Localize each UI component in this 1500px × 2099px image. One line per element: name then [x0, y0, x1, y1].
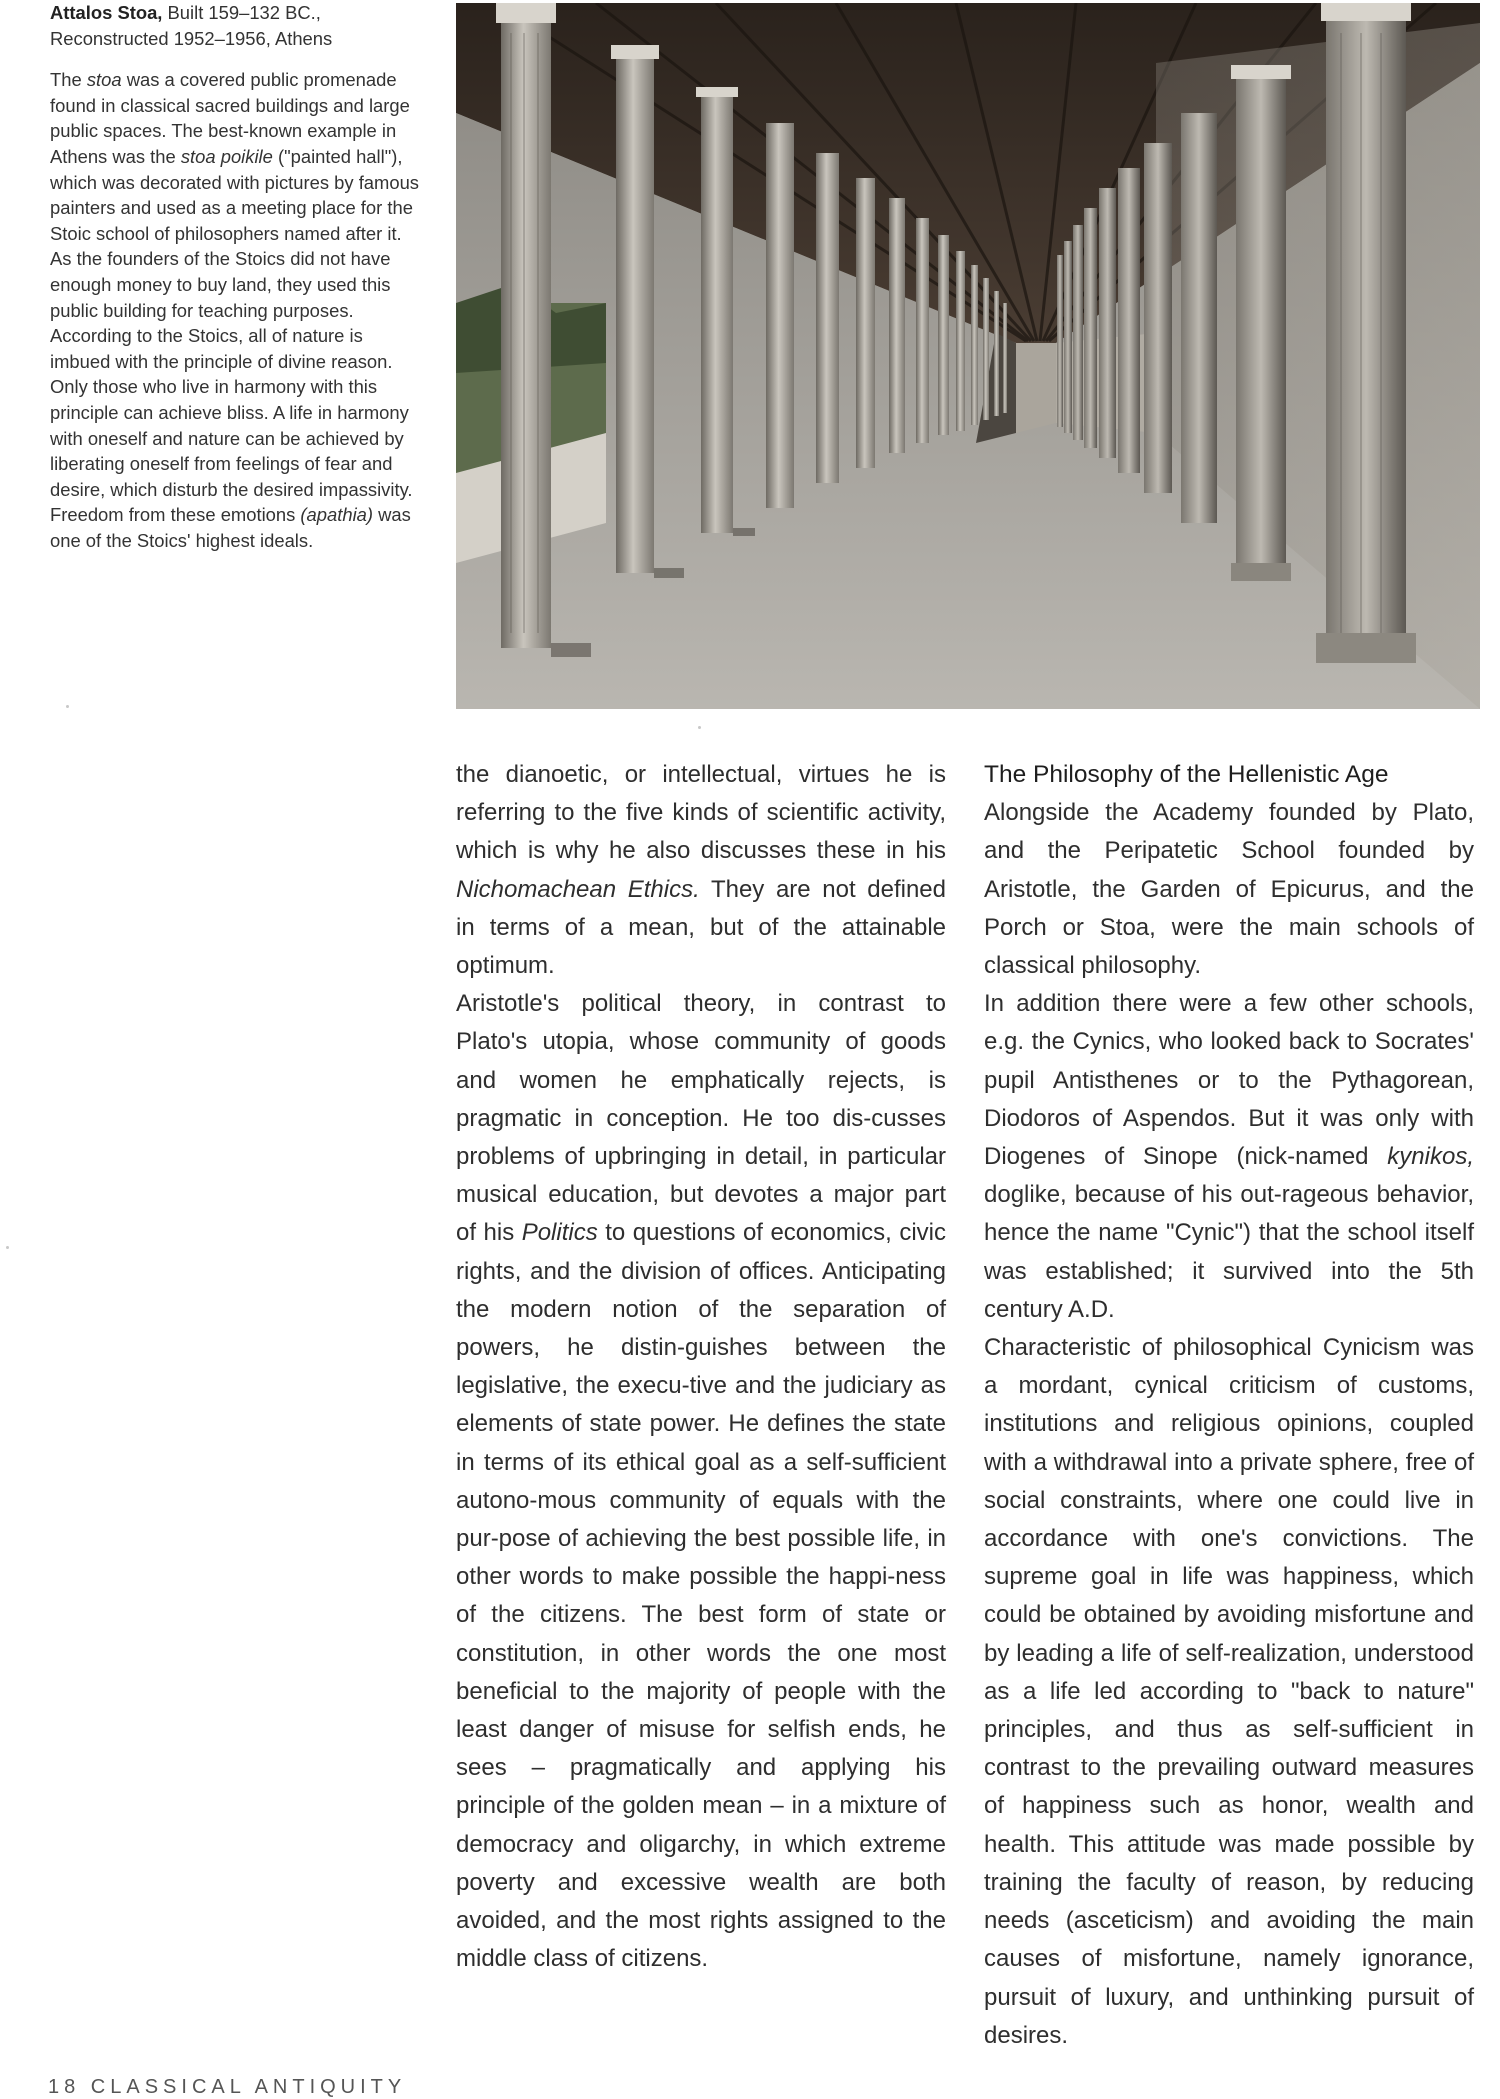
- italic-term: Nichomachean Ethics.: [456, 875, 700, 903]
- caption-reconstructed: Reconstructed 1952–1956, Athens: [50, 27, 333, 49]
- italic-term: kynikos,: [1387, 1143, 1474, 1171]
- italic-term: Politics: [521, 1219, 598, 1247]
- caption-title: Attalos Stoa,: [50, 2, 163, 23]
- body-column-right: [984, 756, 1474, 2055]
- stoa-photograph: [456, 3, 1480, 709]
- print-speck: [6, 1246, 9, 1249]
- italic-term: stoa poikile: [180, 145, 273, 167]
- stoa-colonnade-image: [456, 3, 1480, 709]
- body-right-paragraph-1: Alongside the Academy founded by Plato, and the Peripatetic School founded by Aristotle, the Garden of Epicurus, and the Porch or Stoa, were the main schools of classical philosophy.: [984, 799, 1474, 980]
- body-right-paragraph-2: In addition there were a few other schools, e.g. the Cynics, who looked back to Socrates' pupil Antisthenes or to the Pythagorean, Diodoros of Aspendos. But it was only with Diogenes of Sinope (nick-named kynikos, doglike, because of his out-rageous behavior, hence the name "Cynic") that the school itself was established; it survived into the 5th century A.D.: [984, 990, 1474, 1323]
- caption-built: Built 159–132 BC.,: [167, 2, 321, 23]
- body-column-left: [456, 756, 946, 1979]
- section-heading: The Philosophy of the Hellenistic Age: [984, 761, 1389, 788]
- photo-caption: [50, 0, 420, 553]
- caption-title-line: [50, 0, 420, 26]
- caption-paragraph-1: The stoa was a covered public promenade found in classical sacred buildings and large public spaces. The best-known example in Athens was the stoa poikile ("painted hall"), which was decorated with pictures by famous painters and used as a meeting place for the Stoic school of philosophers named after it. As the founders of the Stoics did not have enough money to buy land, they used this public building for teaching purposes.: [50, 69, 420, 321]
- running-footer: 18 CLASSICAL ANTIQUITY: [48, 2076, 407, 2098]
- italic-term: stoa: [86, 69, 122, 91]
- print-speck: [698, 726, 701, 729]
- body-left-paragraph-1: the dianoetic, or intellectual, virtues he is referring to the five kinds of scientific activity, which is why he also discusses these in his Nichomachean Ethics. They are not defined in terms of a mean, but of the attainable optimum.: [456, 761, 946, 980]
- body-right-paragraph-3: Characteristic of philosophical Cynicism was a mordant, cynical criticism of customs, institutions and religious opinions, coupled with a withdrawal into a private sphere, free of social constraints, where one could live in accordance with one's convictions. The supreme goal in life was happiness, which could be obtained by avoiding misfortune and by leading a life of self-realization, understood as a life led according to "back to nature" principles, and thus as self-sufficient in contrast to the prevailing outward measures of happiness such as honor, wealth and health. This attitude was made possible by training the faculty of reason, by reducing needs (asceticism) and avoiding the main causes of misfortune, namely ignorance, pursuit of luxury, and unthinking pursuit of desires.: [984, 1334, 1474, 2049]
- caption-body: [50, 67, 420, 553]
- print-speck: [66, 705, 69, 708]
- body-left-paragraph-2: Aristotle's political theory, in contrast to Plato's utopia, whose community of goods and women he emphatically rejects, is pragmatic in conception. He too dis-cusses problems of upbringing in detail, in particular musical education, but devotes a major part of his Politics to questions of economics, civic rights, and the division of offices. Anticipating the modern notion of the separation of powers, he distin-guishes between the legislative, the execu-tive and the judiciary as elements of state power. He defines the state in terms of its ethical goal as a self-sufficient autono-mous community of equals with the pur-pose of achieving the best possible life, in other words to make possible the happi-ness of the citizens. The best form of state or constitution, in other words the one most beneficial to the majority of people with the least danger of misuse for selfish ends, he sees – pragmatically and applying his principle of the golden mean – in a mixture of democracy and oligarchy, in which extreme poverty and excessive wealth are both avoided, and the most rights assigned to the middle class of citizens.: [456, 990, 947, 1973]
- italic-term: (apathia): [300, 504, 374, 526]
- caption-paragraph-2: According to the Stoics, all of nature is imbued with the principle of divine reason. Only those who live in harmony with this principle can achieve bliss. A life in harmony with oneself and nature can be achieved by liberating oneself from feelings of fear and desire, which disturb the desired impassivity. Freedom from these emotions (apathia) was one of the Stoics' highest ideals.: [50, 325, 413, 551]
